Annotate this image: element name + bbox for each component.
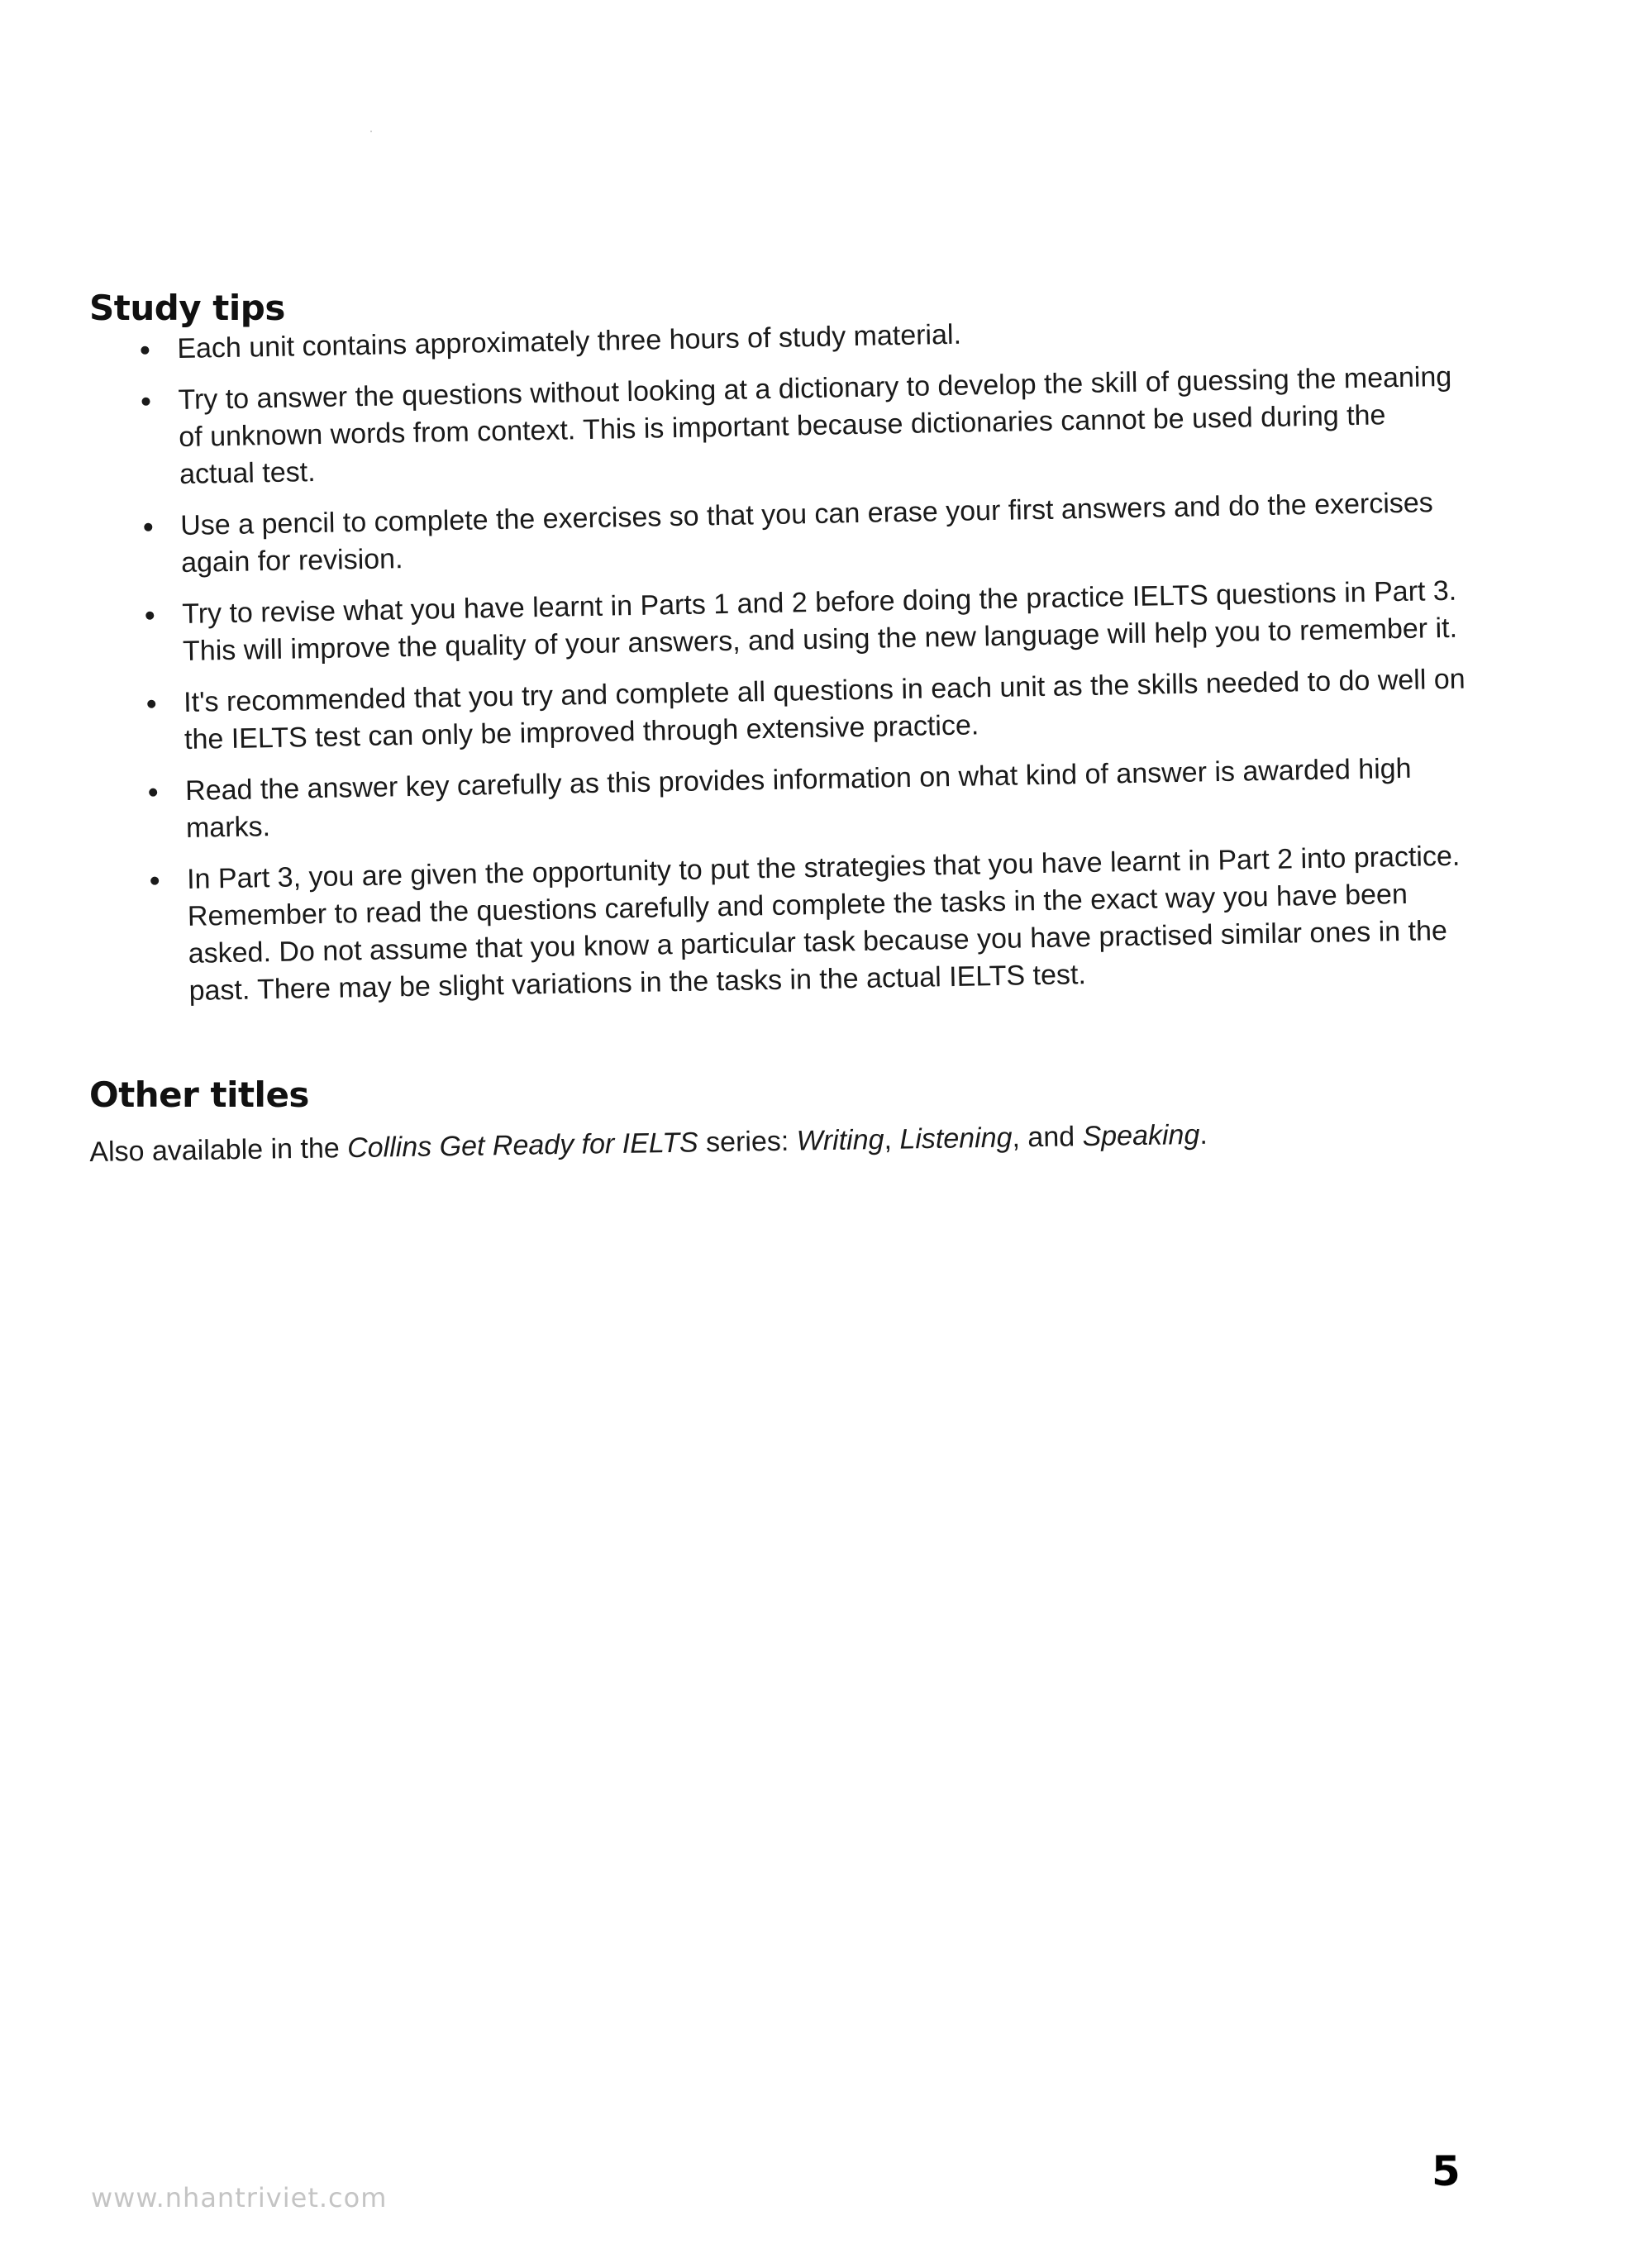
title-speaking: Speaking: [1082, 1118, 1200, 1153]
bullet-icon: [150, 877, 159, 885]
tip-text: It's recommended that you try and complete all questions in each unit as the skills needed to do well on the IELTS test can only be improved through extensive practice.: [183, 663, 1466, 755]
list-item: [99, 837, 1474, 1011]
other-titles-text: [89, 1113, 1446, 1171]
page-number: 5: [1432, 2147, 1461, 2195]
separator: ,: [884, 1123, 900, 1155]
list-item: [94, 573, 1467, 672]
series-name: Collins Get Ready for IELTS: [346, 1127, 698, 1165]
tip-text: Use a pencil to complete the exercises so that you can erase your first answers and do the exercises again for revision.: [179, 487, 1434, 579]
bullet-icon: [144, 523, 152, 531]
tip-text: Try to revise what you have learnt in Parts 1 and 2 before doing the practice IELTS questions in Part 3. This will improve the quality of your answers, and using the new language will help you to remember it.: [181, 574, 1458, 667]
tip-text: Try to answer the questions without looking at a dictionary to develop the skill of guessing the meaning of unknown words from context. This is important because dictionaries cannot be used during the actual test.: [178, 360, 1452, 491]
bullet-icon: [141, 346, 149, 355]
bullet-icon: [141, 398, 150, 406]
suffix: .: [1199, 1118, 1208, 1151]
tip-text: Each unit contains approximately three hours of study material.: [177, 318, 962, 365]
study-tips-list: [89, 307, 1474, 1026]
other-prefix: Also available in the: [89, 1132, 348, 1168]
list-item: [93, 484, 1466, 584]
tip-text: Read the answer key carefully as this provides information on what kind of answer is awarded high marks.: [184, 752, 1412, 844]
title-writing: Writing: [796, 1123, 884, 1157]
other-middle: series:: [698, 1125, 798, 1159]
bullet-icon: [149, 789, 157, 797]
watermark: www.nhantriviet.com: [91, 2182, 388, 2213]
study-tips-heading: Study tips: [89, 288, 285, 328]
list-item: [98, 749, 1470, 848]
scan-speck: [370, 131, 372, 132]
list-item: [89, 307, 1462, 369]
tip-text: In Part 3, you are given the opportunity to put the strategies that you have learnt in Part 2 into practice. Remember to read the questions carefully and complete the tasks in the exact way you have been asked. Do not assume that you know a particular task because you have practised similar ones in the past. There may be slight variations in the tasks in the actual IELTS test.: [186, 840, 1461, 1007]
list-item: [96, 661, 1469, 760]
bullet-icon: [145, 612, 154, 620]
title-listening: Listening: [899, 1122, 1013, 1155]
other-titles-heading: Other titles: [89, 1074, 309, 1115]
bullet-icon: [147, 700, 155, 708]
separator: , and: [1012, 1121, 1083, 1154]
list-item: [90, 359, 1464, 495]
